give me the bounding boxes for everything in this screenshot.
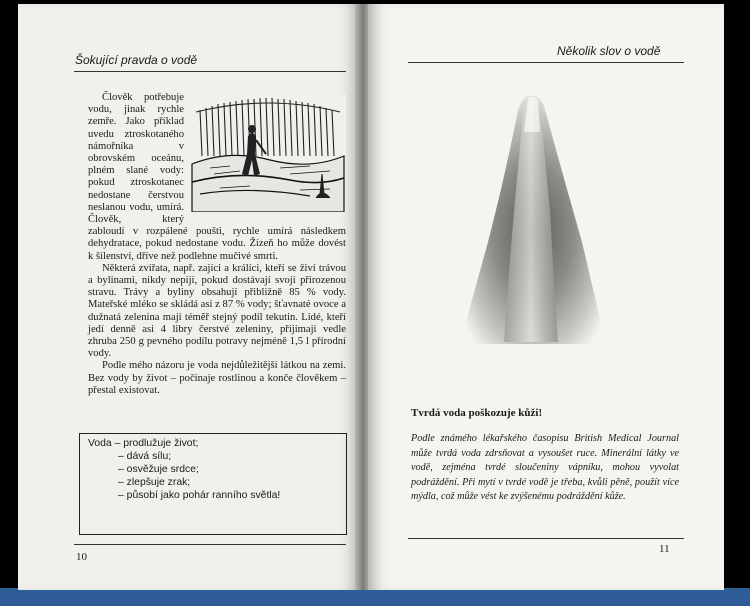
benefit-item: – osvěžuje srdce; xyxy=(118,464,199,475)
running-header-left: Šokující pravda o vodě xyxy=(75,53,198,67)
benefit-row xyxy=(88,437,338,450)
right-page xyxy=(368,4,724,590)
header-rule xyxy=(408,62,684,63)
footer-rule xyxy=(74,544,346,545)
desert-illustration xyxy=(190,94,346,212)
paragraph-1-text: Člověk potřebuje vodu, jinak rychle zemře. Jako příklad uvedu ztroskotaného námořníka v obrovském oceánu, plném slané vody: pokud ztroskotanec nedostane čerstvou neslanou vodu, umírá. Člověk, který zabloudí v rozpálené poušti, rychle umírá následkem dehydratace, pokud nedostane vodu. Žízeň ho může dovést k šílenství, dříve než podlehne mučivé smrti. xyxy=(88,92,346,262)
section-heading: Tvrdá voda poškozuje kůži! xyxy=(411,407,543,419)
paragraph-2: Některá zvířata, např. zajíci a králíci, kteří se živí trávou a bylinami, nikdy nepijí, pokud dostávají svoji přirozenou stravu. Trávy a byliny obsahují přibližně 85 % vody. Mateřské mléko se skládá asi z 87 % vody; šťavnaté ovoce a dužnatá zelenina mají téměř stejný podíl tekutin. Lidé, kteří jedí denně asi 4 libry čerstvé zeleniny, přijímají vedle zhruba 250 g pevného podílu potravy nejméně 1,5 l přírodní vody. xyxy=(88,262,346,360)
footer-rule xyxy=(408,538,684,539)
box-lead: Voda xyxy=(88,438,112,449)
header-rule xyxy=(74,71,346,72)
cover-edge xyxy=(0,588,750,606)
left-page xyxy=(18,4,359,590)
benefit-row xyxy=(88,489,338,502)
paragraph-1 xyxy=(88,92,346,263)
left-body-text xyxy=(88,92,346,397)
benefit-item: – prodlužuje život; xyxy=(114,438,199,449)
running-header-right: Několik slov o vodě xyxy=(557,44,661,58)
water-fountain-photo xyxy=(458,92,608,347)
benefit-item: – dává sílu; xyxy=(118,451,172,462)
water-benefits-box xyxy=(79,433,347,535)
page-number-right: 11 xyxy=(659,543,670,555)
hard-water-paragraph: Podle známého lékařského časopisu British Medical Journal může tvrdá voda zdrsňovat a vysoušet ruce. Minerální látky ve vodě, zejména tvrdé sloučeniny vápníku, mohou vyvolat podráždění. Při mytí v tvrdé vodě je třeba, kvůli pěně, použít více mýdla, což může vést ke zvýšenému podráždění kůže. xyxy=(411,433,679,503)
benefit-row xyxy=(88,463,338,476)
benefit-item: – zlepšuje zrak; xyxy=(118,477,191,488)
benefit-item: – působí jako pohár ranního světla! xyxy=(118,490,281,501)
paragraph-3: Podle mého názoru je voda nejdůležitější látkou na zemi. Bez vody by život – počínaje rostlinou a konče člověkem – přestal existovat. xyxy=(88,360,346,396)
page-number-left: 10 xyxy=(76,551,87,563)
benefit-row xyxy=(88,476,338,489)
benefit-row xyxy=(88,450,338,463)
